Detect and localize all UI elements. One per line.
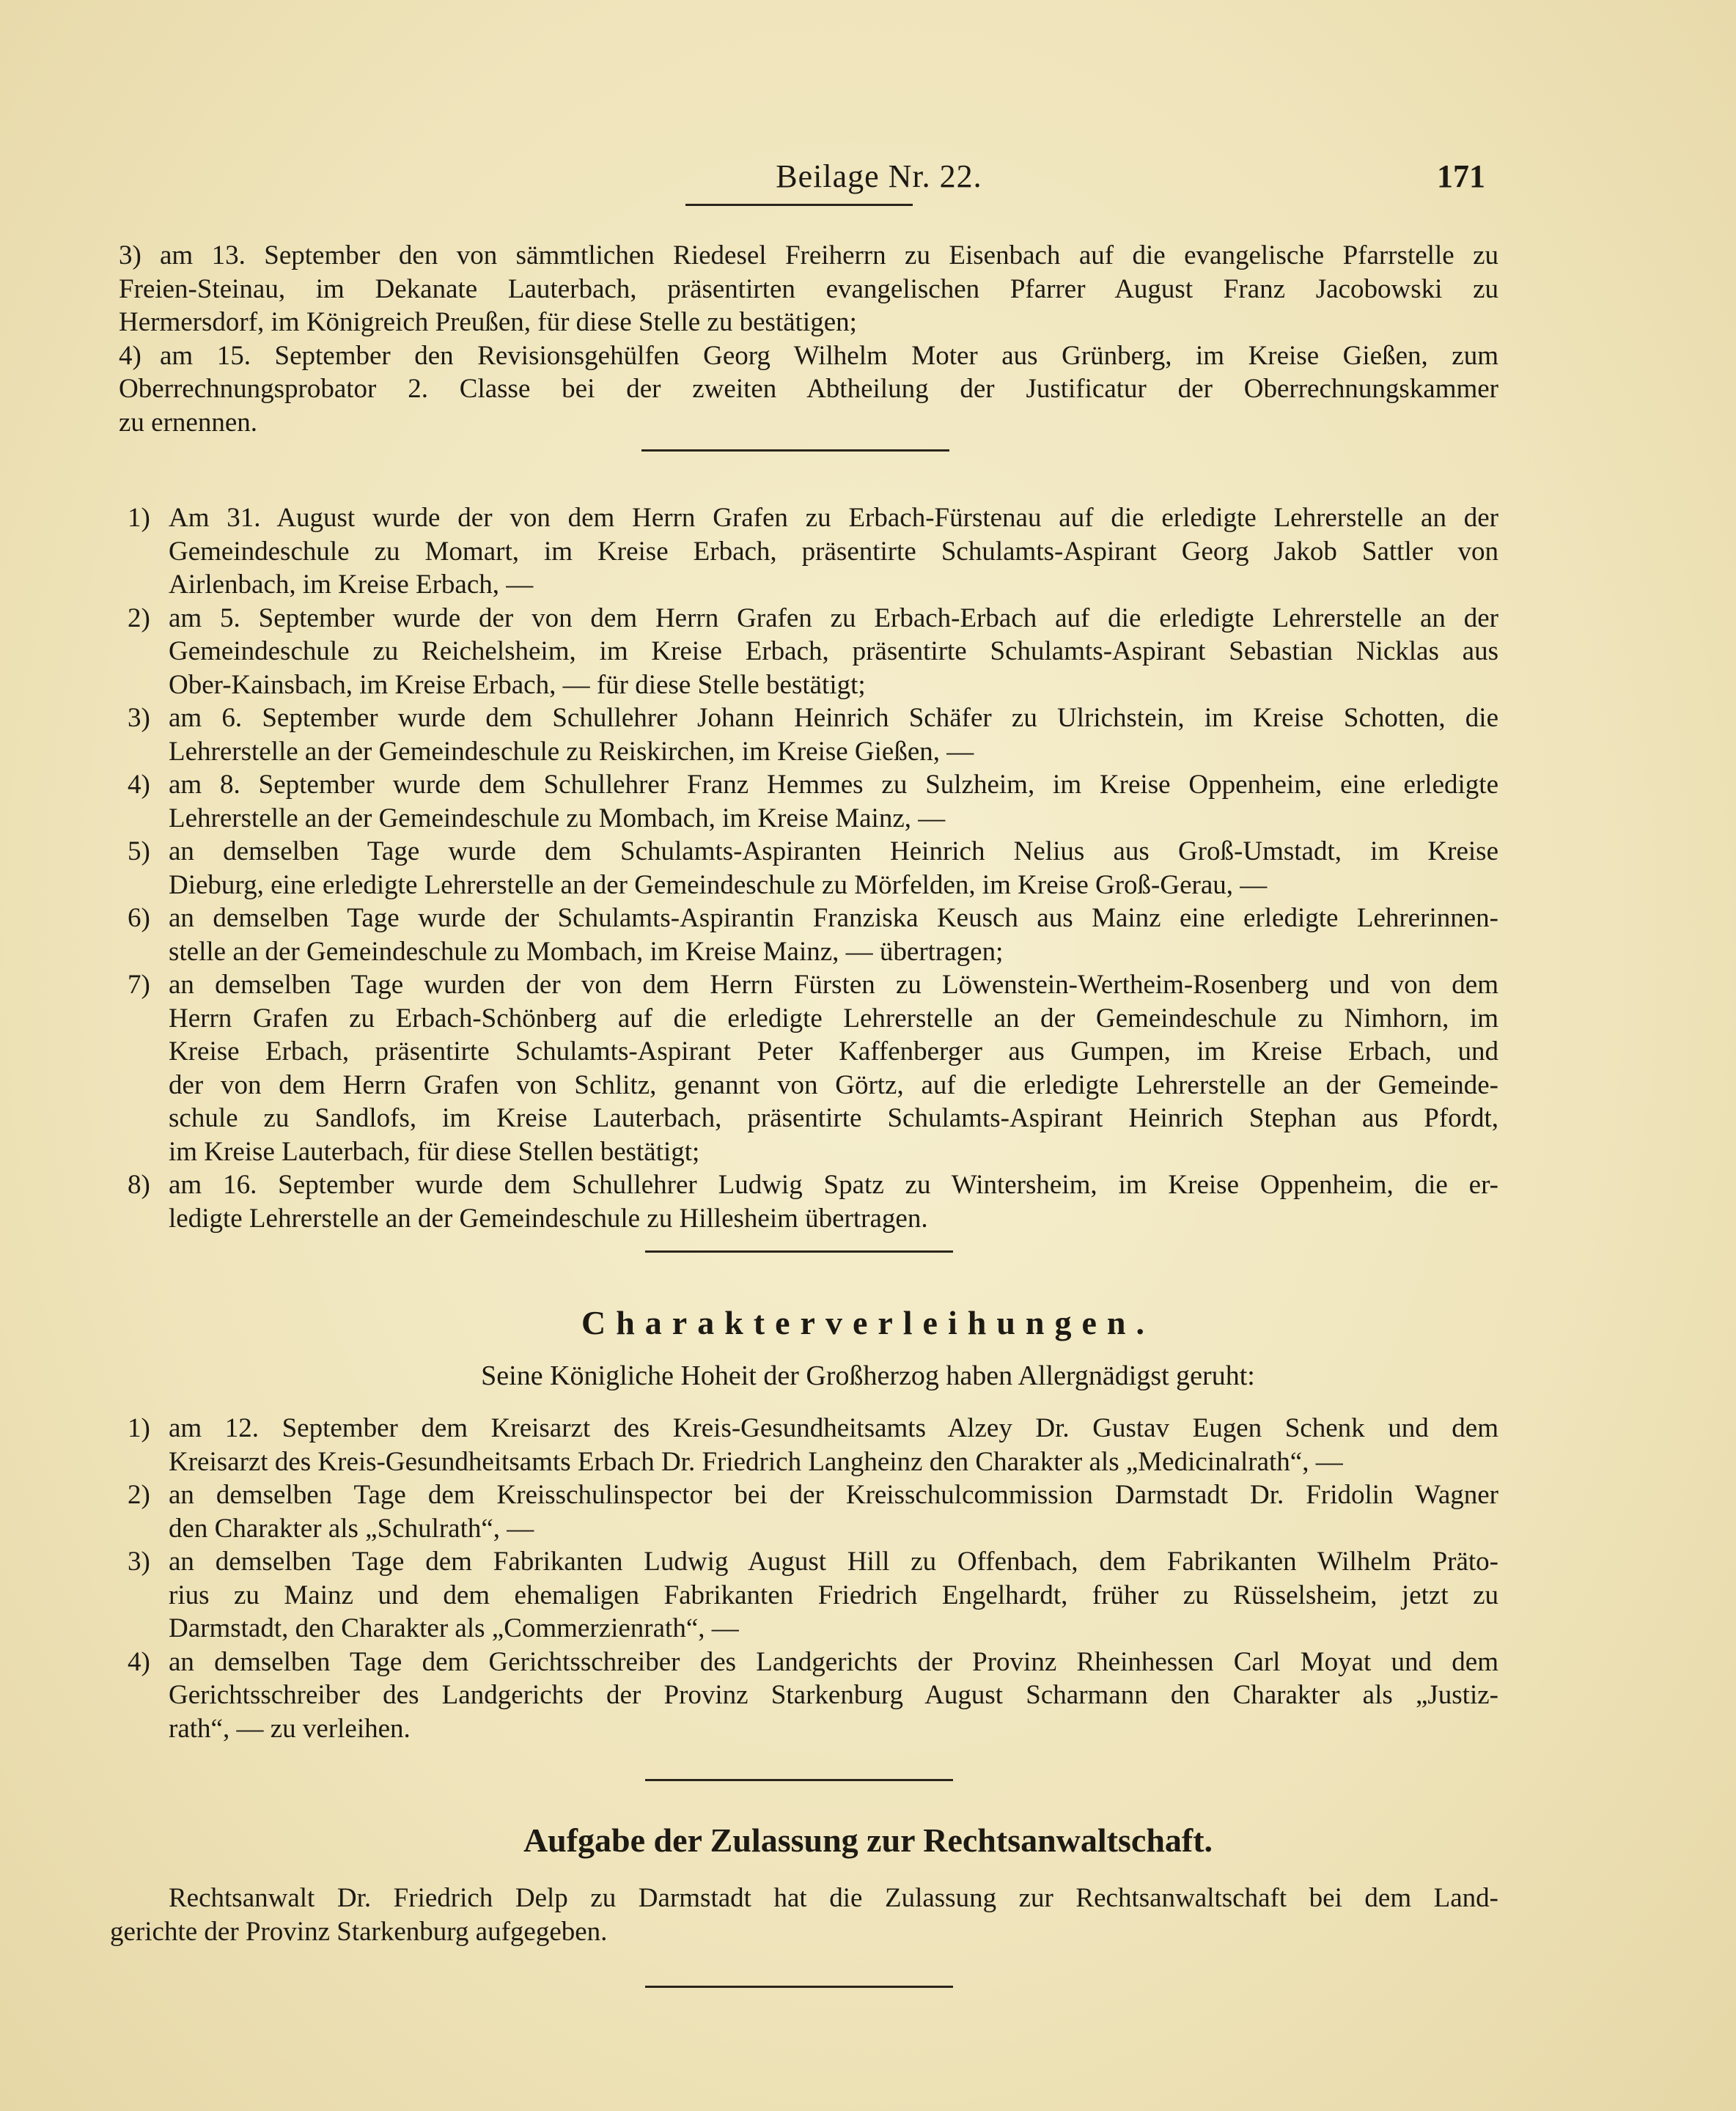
item-text: Darmstadt, den Charakter als „Commerzienrath“, — [169,1613,739,1643]
item-line [119,1646,1498,1679]
item-line [119,1478,1498,1512]
item-number: 3) [128,1547,150,1577]
item-line [119,535,1498,569]
list-item [119,835,1498,902]
item-number: 1) [128,1413,150,1443]
item-text: Dieburg, eine erledigte Lehrerstelle an der Gemeindeschule zu Mörfelden, im Kreise Groß-Gerau, — [169,869,1268,900]
running-header: Beilage Nr. 22. [776,158,982,194]
item-text: Hermersdorf, im Königreich Preußen, für diese Stelle zu bestätigen; [119,307,857,337]
item-line [119,1135,1498,1169]
list-item [119,1478,1498,1545]
item-line [119,239,1498,273]
item-text: der von dem Herrn Grafen von Schlitz, genannt von Görtz, auf die erledigte Lehrerstelle an der Gemeinde- [169,1069,1498,1100]
item-line [119,372,1498,406]
item-line [119,935,1498,969]
item-line [119,1035,1498,1069]
item-text: ledigte Lehrerstelle an der Gemeindeschule zu Hillesheim übertragen. [169,1203,928,1234]
section-subtitle: Seine Königliche Hoheit der Großherzog haben Allergnädigst geruht: [481,1360,1255,1391]
item-text: Herrn Grafen zu Erbach-Schönberg auf die erledigte Lehrerstelle an der Gemeindeschule zu Nimhorn, im [169,1003,1498,1034]
item-text: Airlenbach, im Kreise Erbach, — [169,570,534,600]
item-text: Kreise Erbach, präsentirte Schulamts-Aspirant Peter Kaffenberger aus Gumpen, im Kreise Erbach, und [169,1036,1498,1066]
item-text: am 16. September wurde dem Schullehrer Ludwig Spatz zu Wintersheim, im Kreise Oppenheim, die er- [169,1170,1498,1200]
item-number: 4) [128,770,150,800]
item-text: den Charakter als „Schulrath“, — [169,1513,534,1544]
item-text: an demselben Tage wurden der von dem Herrn Fürsten zu Löwenstein-Wertheim-Rosenberg und von dem [169,970,1498,1000]
item-text: Kreisarzt des Kreis-Gesundheitsamts Erbach Dr. Friedrich Langheinz den Charakter als „Medicinalrath“, — [169,1446,1343,1477]
item-text: zu ernennen. [119,407,258,438]
item-text: Freien-Steinau, im Dekanate Lauterbach, präsentirten evangelischen Pfarrer August Franz Jacobowski zu [119,273,1498,304]
item-text: im Kreise Lauterbach, für diese Stellen bestätigt; [169,1136,700,1167]
item-text: rius zu Mainz und dem ehemaligen Fabrikanten Friedrich Engelhardt, früher zu Rüsselsheim, jetzt zu [169,1580,1498,1610]
item-line [119,1512,1498,1546]
item-text: Gemeindeschule zu Reichelsheim, im Kreise Erbach, präsentirte Schulamts-Aspirant Sebastian Nicklas aus [169,636,1498,666]
item-text: am 12. September dem Kreisarzt des Kreis-Gesundheitsamts Alzey Dr. Gustav Eugen Schenk und dem [169,1413,1498,1443]
paragraph-line: Rechtsanwalt Dr. Friedrich Delp zu Darmstadt hat die Zulassung zur Rechtsanwaltschaft bei dem Land- [169,1883,1498,1913]
item-line [119,735,1498,769]
item-text: rath“, — zu verleihen. [169,1713,411,1744]
list-item [119,239,1498,339]
section-heading-charakterverleihungen: Charakterverleihungen. [581,1304,1155,1341]
item-line [119,568,1498,602]
item-text: an demselben Tage dem Gerichtsschreiber des Landgerichts der Provinz Rheinhessen Carl Moyat und dem [169,1646,1498,1677]
section-appointments-continued [119,239,1498,439]
item-line [119,1168,1498,1202]
item-number: 3) [119,240,141,270]
item-line [119,1612,1498,1646]
item-text: am 6. September wurde dem Schullehrer Johann Heinrich Schäfer zu Ulrichstein, im Kreise Schotten, die [169,703,1498,733]
item-text: Oberrechnungsprobator 2. Classe bei der zweiten Abtheilung der Justificatur der Oberrechnungskammer [119,374,1498,404]
rechtsanwalt-paragraph [110,1882,1498,1949]
item-line [119,768,1498,802]
item-line [119,406,1498,440]
list-item [119,1412,1498,1478]
item-line [119,501,1498,535]
item-line [119,802,1498,836]
section-teacher-appointments [119,501,1498,1235]
item-text: an demselben Tage wurde dem Schulamts-Aspiranten Heinrich Nelius aus Groß-Umstadt, im Kreise [169,836,1498,866]
item-line [119,306,1498,339]
item-number: 3) [128,703,150,733]
item-line [119,1545,1498,1579]
item-text: Ober-Kainsbach, im Kreise Erbach, — für diese Stelle bestätigt; [169,669,866,700]
item-number: 6) [128,903,150,933]
section-heading-rechtsanwaltschaft: Aufgabe der Zulassung zur Rechtsanwaltschaft. [523,1821,1213,1859]
header-rule [685,204,913,206]
paragraph-line: gerichte der Provinz Starkenburg aufgegeben. [110,1917,608,1947]
item-text: am 8. September wurde dem Schullehrer Franz Hemmes zu Sulzheim, im Kreise Oppenheim, eine erledigte [169,770,1498,800]
list-item [119,602,1498,702]
item-line [119,902,1498,935]
item-line [119,339,1498,373]
divider [645,1250,953,1253]
item-line [119,835,1498,869]
item-line [119,1445,1498,1479]
item-line [119,1412,1498,1445]
divider [645,1779,953,1781]
list-item [119,1646,1498,1746]
item-number: 4) [128,1646,150,1677]
list-item [119,768,1498,835]
item-text: an demselben Tage wurde der Schulamts-Aspirantin Franziska Keusch aus Mainz eine erledigte Lehrerinnen- [169,903,1498,933]
list-item [119,1168,1498,1235]
item-number: 7) [128,970,150,1000]
item-line [119,668,1498,702]
item-text: Lehrerstelle an der Gemeindeschule zu Reiskirchen, im Kreise Gießen, — [169,736,974,767]
item-number: 8) [128,1170,150,1200]
divider [641,449,949,452]
item-text: an demselben Tage dem Kreisschulinspector bei der Kreisschulcommission Darmstadt Dr. Fridolin Wagner [169,1480,1498,1510]
item-text: Am 31. August wurde der von dem Herrn Grafen zu Erbach-Fürstenau auf die erledigte Lehrerstelle an der [169,503,1498,533]
section-charakterverleihungen [119,1412,1498,1745]
item-number: 4) [119,340,141,371]
list-item [119,701,1498,768]
item-text: stelle an der Gemeindeschule zu Mombach, im Kreise Mainz, — übertragen; [169,936,1004,967]
item-number: 2) [128,603,150,633]
list-item [119,968,1498,1168]
item-line [119,273,1498,306]
item-line [119,635,1498,668]
item-text: am 13. September den von sämmtlichen Riedesel Freiherrn zu Eisenbach auf die evangelische Pfarrstelle zu [160,240,1498,270]
item-number: 2) [128,1480,150,1510]
list-item [119,339,1498,440]
item-text: am 15. September den Revisionsgehülfen Georg Wilhelm Moter aus Grünberg, im Kreise Gießen, zum [160,340,1498,371]
item-line [119,1712,1498,1746]
item-text: an demselben Tage dem Fabrikanten Ludwig August Hill zu Offenbach, dem Fabrikanten Wilhelm Präto- [169,1547,1498,1577]
page-number: 171 [1437,158,1485,194]
item-line [119,869,1498,902]
item-line [119,1679,1498,1712]
item-line [119,1202,1498,1236]
item-line [119,1579,1498,1613]
list-item [119,501,1498,602]
item-line [119,1002,1498,1036]
item-text: schule zu Sandlofs, im Kreise Lauterbach, präsentirte Schulamts-Aspirant Heinrich Stephan aus Pfordt, [169,1103,1498,1133]
item-text: Gerichtsschreiber des Landgerichts der Provinz Starkenburg August Scharmann den Charakter als „Justiz- [169,1680,1498,1710]
item-line [119,1102,1498,1135]
item-text: Lehrerstelle an der Gemeindeschule zu Mombach, im Kreise Mainz, — [169,803,946,833]
item-line [119,701,1498,735]
list-item [119,902,1498,968]
item-number: 1) [128,503,150,533]
item-number: 5) [128,836,150,866]
list-item [119,1545,1498,1646]
item-text: am 5. September wurde der von dem Herrn Grafen zu Erbach-Erbach auf die erledigte Lehrerstelle an der [169,603,1498,633]
item-line [119,968,1498,1002]
item-text: Gemeindeschule zu Momart, im Kreise Erbach, präsentirte Schulamts-Aspirant Georg Jakob Sattler von [169,536,1498,567]
divider [645,1986,953,1988]
item-line [119,1069,1498,1102]
item-line [119,602,1498,635]
